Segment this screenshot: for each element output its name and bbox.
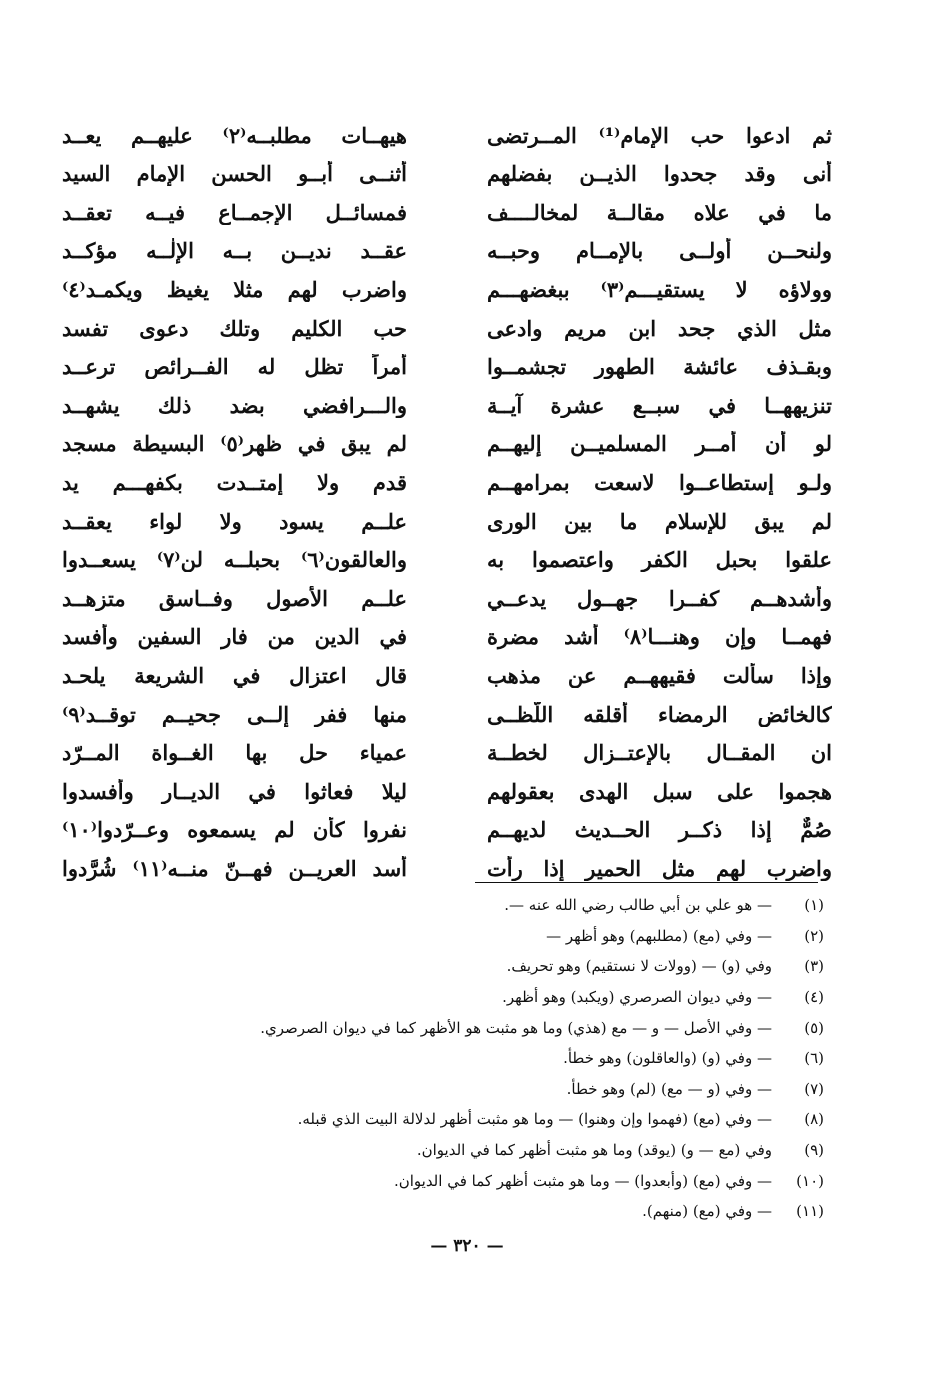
- verse-first-hemistich: أنى وقد جحدوا الذيــن بفضلهم: [487, 161, 832, 187]
- footnote-text: — هو علي بن أبي طالب رضي الله عنه —.: [504, 896, 772, 915]
- verse-line: [62, 772, 832, 811]
- footnote: [104, 1135, 824, 1166]
- verse-second-hemistich: أمراً تظل له الفــرائص ترعــد: [62, 354, 407, 380]
- verse-line: [62, 618, 832, 657]
- footnote-text: — وفي ديوان الصرصري (ويكبد) وهو أظهر.: [502, 988, 772, 1007]
- verse-line: [62, 116, 832, 155]
- verse-second-hemistich: قال اعتزال في الشريعة يلحـد: [62, 663, 407, 689]
- verse-first-hemistich: واضرب لهم مثل الحمير إذا رأت: [487, 855, 832, 881]
- footnote-number: (٤): [804, 988, 824, 1007]
- footnote-text: — وفي (مع) (مطلبهم) وهو أظهر —: [546, 926, 772, 945]
- verse-second-hemistich: ليلا فعاثوا في الديــار وأفسدوا: [62, 778, 407, 804]
- verse-first-hemistich: وبقـذف عائشة الطهور تجشمــوا: [487, 354, 832, 380]
- verse-line: [62, 656, 832, 695]
- verse-second-hemistich: فمسائــل الإجمــاع فيــه تعقــد: [62, 199, 407, 225]
- footnote-text: وفي (و) — (وولات لا نستقيم) وهو تحريف.: [506, 957, 772, 976]
- verse-second-hemistich: والعالقون⁽٦⁾ بحبلــه لن⁽٧⁾ يسعــدوا: [62, 547, 407, 573]
- footnote-number: (١٠): [796, 1171, 824, 1190]
- footnote-number: (١١): [796, 1202, 824, 1221]
- verse-line: [62, 502, 832, 541]
- verse-line: [62, 425, 832, 464]
- verse-line: [62, 734, 832, 773]
- footnote-text: — وفي (مع) (فهموا وإن وهنوا) — وما هو مثبت أظهر لدلالة البيت الذي قبله.: [297, 1110, 772, 1129]
- verse-first-hemistich: تنزيههــا في سبــع عشرة آيــة: [487, 392, 832, 418]
- verse-second-hemistich: علــم يسود ولا لواء يعقــد: [62, 508, 407, 534]
- poem-verses: [62, 116, 832, 888]
- footnote-text: — وفي (مع) (وأبعدوا) — وما هو مثبت أظهر كما في الديوان.: [393, 1171, 772, 1190]
- verse-second-hemistich: أسد العريــن فهــنّ منــه⁽١١⁾ شُرَّدوا: [62, 855, 407, 881]
- verse-first-hemistich: وإذا سألت فقيههــم عن مذهب: [487, 663, 832, 689]
- verse-first-hemistich: فهمــا وإن وهنـــا⁽٨⁾ أشد مضرة: [487, 624, 832, 650]
- verse-second-hemistich: والـــرافضي بضد ذلك يشهــد: [62, 392, 407, 418]
- footnote-divider: [475, 882, 818, 883]
- verse-line: [62, 193, 832, 232]
- verse-second-hemistich: أثنــى أبــو الحسن الإمام السيد: [62, 161, 407, 187]
- page-number: — ٣٢٠ —: [430, 1236, 504, 1256]
- verse-line: [62, 348, 832, 387]
- verse-line: [62, 695, 832, 734]
- verse-first-hemistich: صُمٌّ إذا ذكــر الحــديث لديهــم: [487, 817, 832, 843]
- footnote-number: (٣): [804, 957, 824, 976]
- verse-line: [62, 463, 832, 502]
- verse-second-hemistich: واضرب لهم مثلا يغيظ ويكمـد⁽٤⁾: [62, 277, 407, 303]
- verse-first-hemistich: ولنحــن أولــى بالإمــام وحبــه: [487, 238, 832, 264]
- footnote: [104, 982, 824, 1013]
- footnote: [104, 1196, 824, 1227]
- verse-second-hemistich: عقــد نديــن بــه الإلٰــه مؤكــد: [62, 238, 407, 264]
- verse-line: [62, 811, 832, 850]
- verse-second-hemistich: نفروا كأن لم يسمعوه وعــرّدوا⁽١٠⁾: [62, 817, 407, 843]
- verse-second-hemistich: قدم ولا إمتــدت بكفهـــم يد: [62, 470, 407, 496]
- verse-first-hemistich: ولـو إستطاعــوا لاسعت بمرامهــم: [487, 470, 832, 496]
- footnote-number: (٢): [804, 926, 824, 945]
- footnote: [104, 1165, 824, 1196]
- footnote-text: وفي (مع — و) (يوقد) وما هو مثبت أظهر كما في الديوان.: [416, 1141, 772, 1160]
- verse-first-hemistich: وولاؤه لا يستقيـــم⁽٣⁾ ببغضهـــم: [487, 277, 832, 303]
- verse-line: [62, 270, 832, 309]
- verse-line: [62, 155, 832, 194]
- verse-line: [62, 541, 832, 580]
- footnote: [104, 1043, 824, 1074]
- footnote-text: — وفي (مع) (منهم).: [642, 1202, 772, 1221]
- verse-first-hemistich: وأشدهــم كفــرا جهــول يدعــي: [487, 585, 832, 611]
- verse-first-hemistich: لو أن أمــر المسلميــن إليهــم: [487, 431, 832, 457]
- verse-first-hemistich: مثل الذي جحد ابن مريم وادعى: [487, 315, 832, 341]
- verse-first-hemistich: هجموا على سبل الهدى بعقولهم: [487, 778, 832, 804]
- verse-line: [62, 386, 832, 425]
- verse-first-hemistich: ان المقــال بالإعتــزال لخطــة: [487, 740, 832, 766]
- footnote: [104, 951, 824, 982]
- verse-second-hemistich: علــم الأصول وفــاسق متزهــد: [62, 585, 407, 611]
- footnote-text: — وفي (و — مع) (لم) وهو خطأ.: [566, 1079, 772, 1098]
- footnote-number: (٥): [804, 1018, 824, 1037]
- verse-first-hemistich: لم يبق للإسلام ما بين الورى: [487, 508, 832, 534]
- verse-second-hemistich: في الدين من فار السفين وأفسد: [62, 624, 407, 650]
- footnote-number: (١): [804, 896, 824, 915]
- footnote-number: (٧): [804, 1079, 824, 1098]
- verse-second-hemistich: حب الكليم وتلك دعوى تفسد: [62, 315, 407, 341]
- footnote-text: — وفي الأصل — و — مع (هذي) وما هو مثبت هو الأظهر كما في ديوان الصرصري.: [260, 1018, 772, 1037]
- footnote-number: (٨): [804, 1110, 824, 1129]
- footnote: [104, 890, 824, 921]
- verse-first-hemistich: علقوا بحبل الكفر واعتصموا به: [487, 547, 832, 573]
- verse-line: [62, 232, 832, 271]
- verse-second-hemistich: عمياء حل بها الغــواة المــرّد: [62, 740, 407, 766]
- verse-first-hemistich: كالخائض الرمضاء أقلقه اللّظــى: [487, 701, 832, 727]
- footnote: [104, 1104, 824, 1135]
- verse-line: [62, 579, 832, 618]
- verse-first-hemistich: ثم ادعوا حب الإمام⁽¹⁾ المــرتضى: [487, 122, 832, 148]
- verse-second-hemistich: منها ففر إلــى جحيــم توقــد⁽٩⁾: [62, 701, 407, 727]
- verse-first-hemistich: ما في علاه مقالــة لمخالــــف: [487, 199, 832, 225]
- footnote-number: (٩): [804, 1141, 824, 1160]
- footnote-number: (٦): [804, 1049, 824, 1068]
- footnote-text: — وفي (و) (والعاقلون) وهو خطأ.: [563, 1049, 772, 1068]
- verse-line: [62, 309, 832, 348]
- footnote: [104, 1074, 824, 1105]
- verse-second-hemistich: هيهــات مطلبــه⁽٢⁾ عليهــم يعــد: [62, 122, 407, 148]
- footnote: [104, 1012, 824, 1043]
- footnote: [104, 921, 824, 952]
- verse-second-hemistich: لم يبق في ظهر⁽٥⁾ البسيطة مسجد: [62, 431, 407, 457]
- footnotes: [104, 890, 824, 1227]
